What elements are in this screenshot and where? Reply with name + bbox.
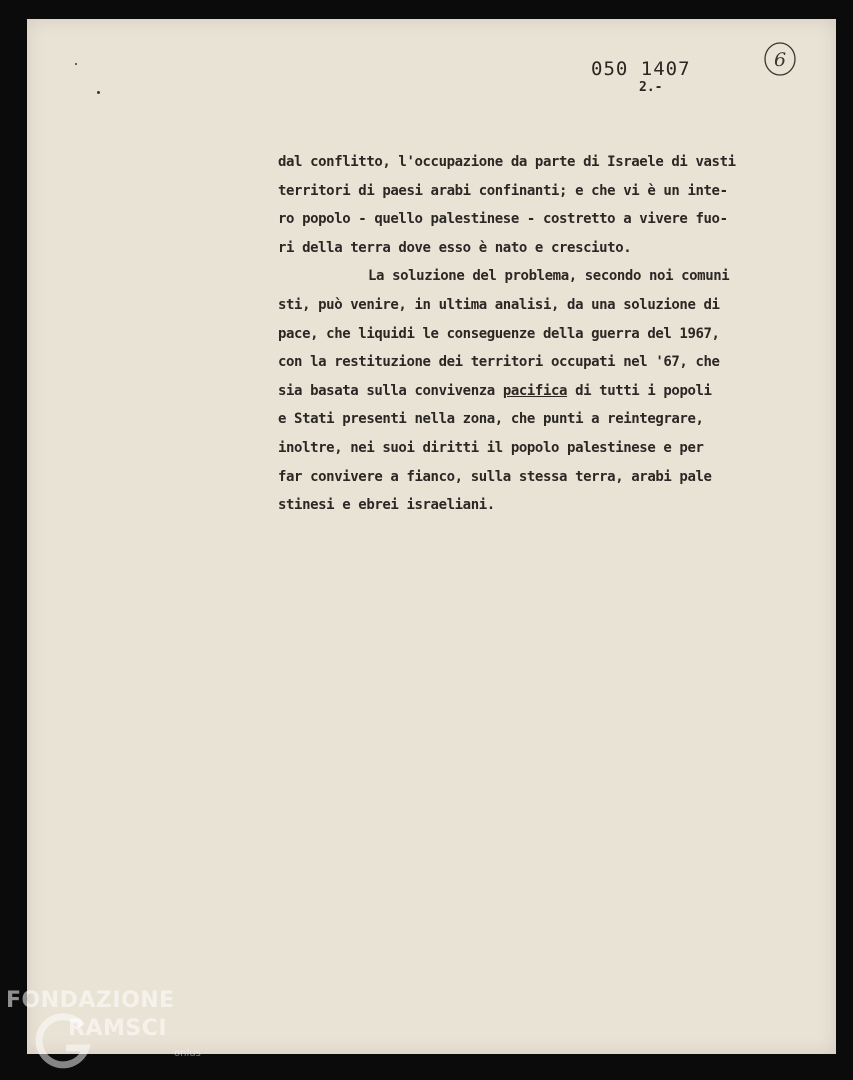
text-line: ri della terra dove esso è nato e cresciuto. [278, 239, 632, 256]
watermark-line3: onlus [174, 1048, 201, 1059]
text-line: sti, può venire, in ultima analisi, da una soluzione di [278, 296, 720, 313]
text-line: inoltre, nei suoi diritti il popolo palestinese e per [278, 439, 704, 456]
text-line: dal conflitto, l'occupazione da parte di Israele di vasti [278, 154, 736, 170]
text-line: ro popolo - quello palestinese - costretto a vivere fuo- [278, 211, 728, 228]
text-line: e Stati presenti nella zona, che punti a reintegrare, [278, 411, 704, 428]
text-line: territori di paesi arabi confinanti; e che vi è un inte- [278, 182, 728, 199]
text-line: con la restituzione dei territori occupati nel '67, che [278, 354, 720, 371]
archive-number: 050 1407 [591, 58, 691, 80]
text-line-paragraph-start: La soluzione del problema, secondo noi comuni [368, 268, 730, 285]
text-line: stinesi e ebrei israeliani. [278, 497, 495, 514]
page-number: 2.- [639, 80, 663, 95]
underlined-word: pacifica [502, 382, 568, 399]
watermark-line2: RAMSCI [68, 1016, 168, 1041]
paper-speck [97, 91, 100, 94]
body-text [278, 148, 736, 520]
text-line [278, 377, 736, 406]
watermark [4, 988, 234, 1070]
text-segment: di tutti i popoli [567, 382, 712, 399]
text-line: pace, che liquidi le conseguenze della guerra del 1967, [278, 325, 720, 342]
paper-speck [75, 63, 77, 65]
handwritten-circled-number-icon [763, 41, 797, 77]
watermark-line1: FONDAZIONE [6, 988, 175, 1013]
svg-text:6: 6 [774, 49, 787, 71]
text-line: far convivere a fianco, sulla stessa terra, arabi pale [278, 468, 712, 485]
text-segment: sia basata sulla convivenza [278, 382, 503, 399]
